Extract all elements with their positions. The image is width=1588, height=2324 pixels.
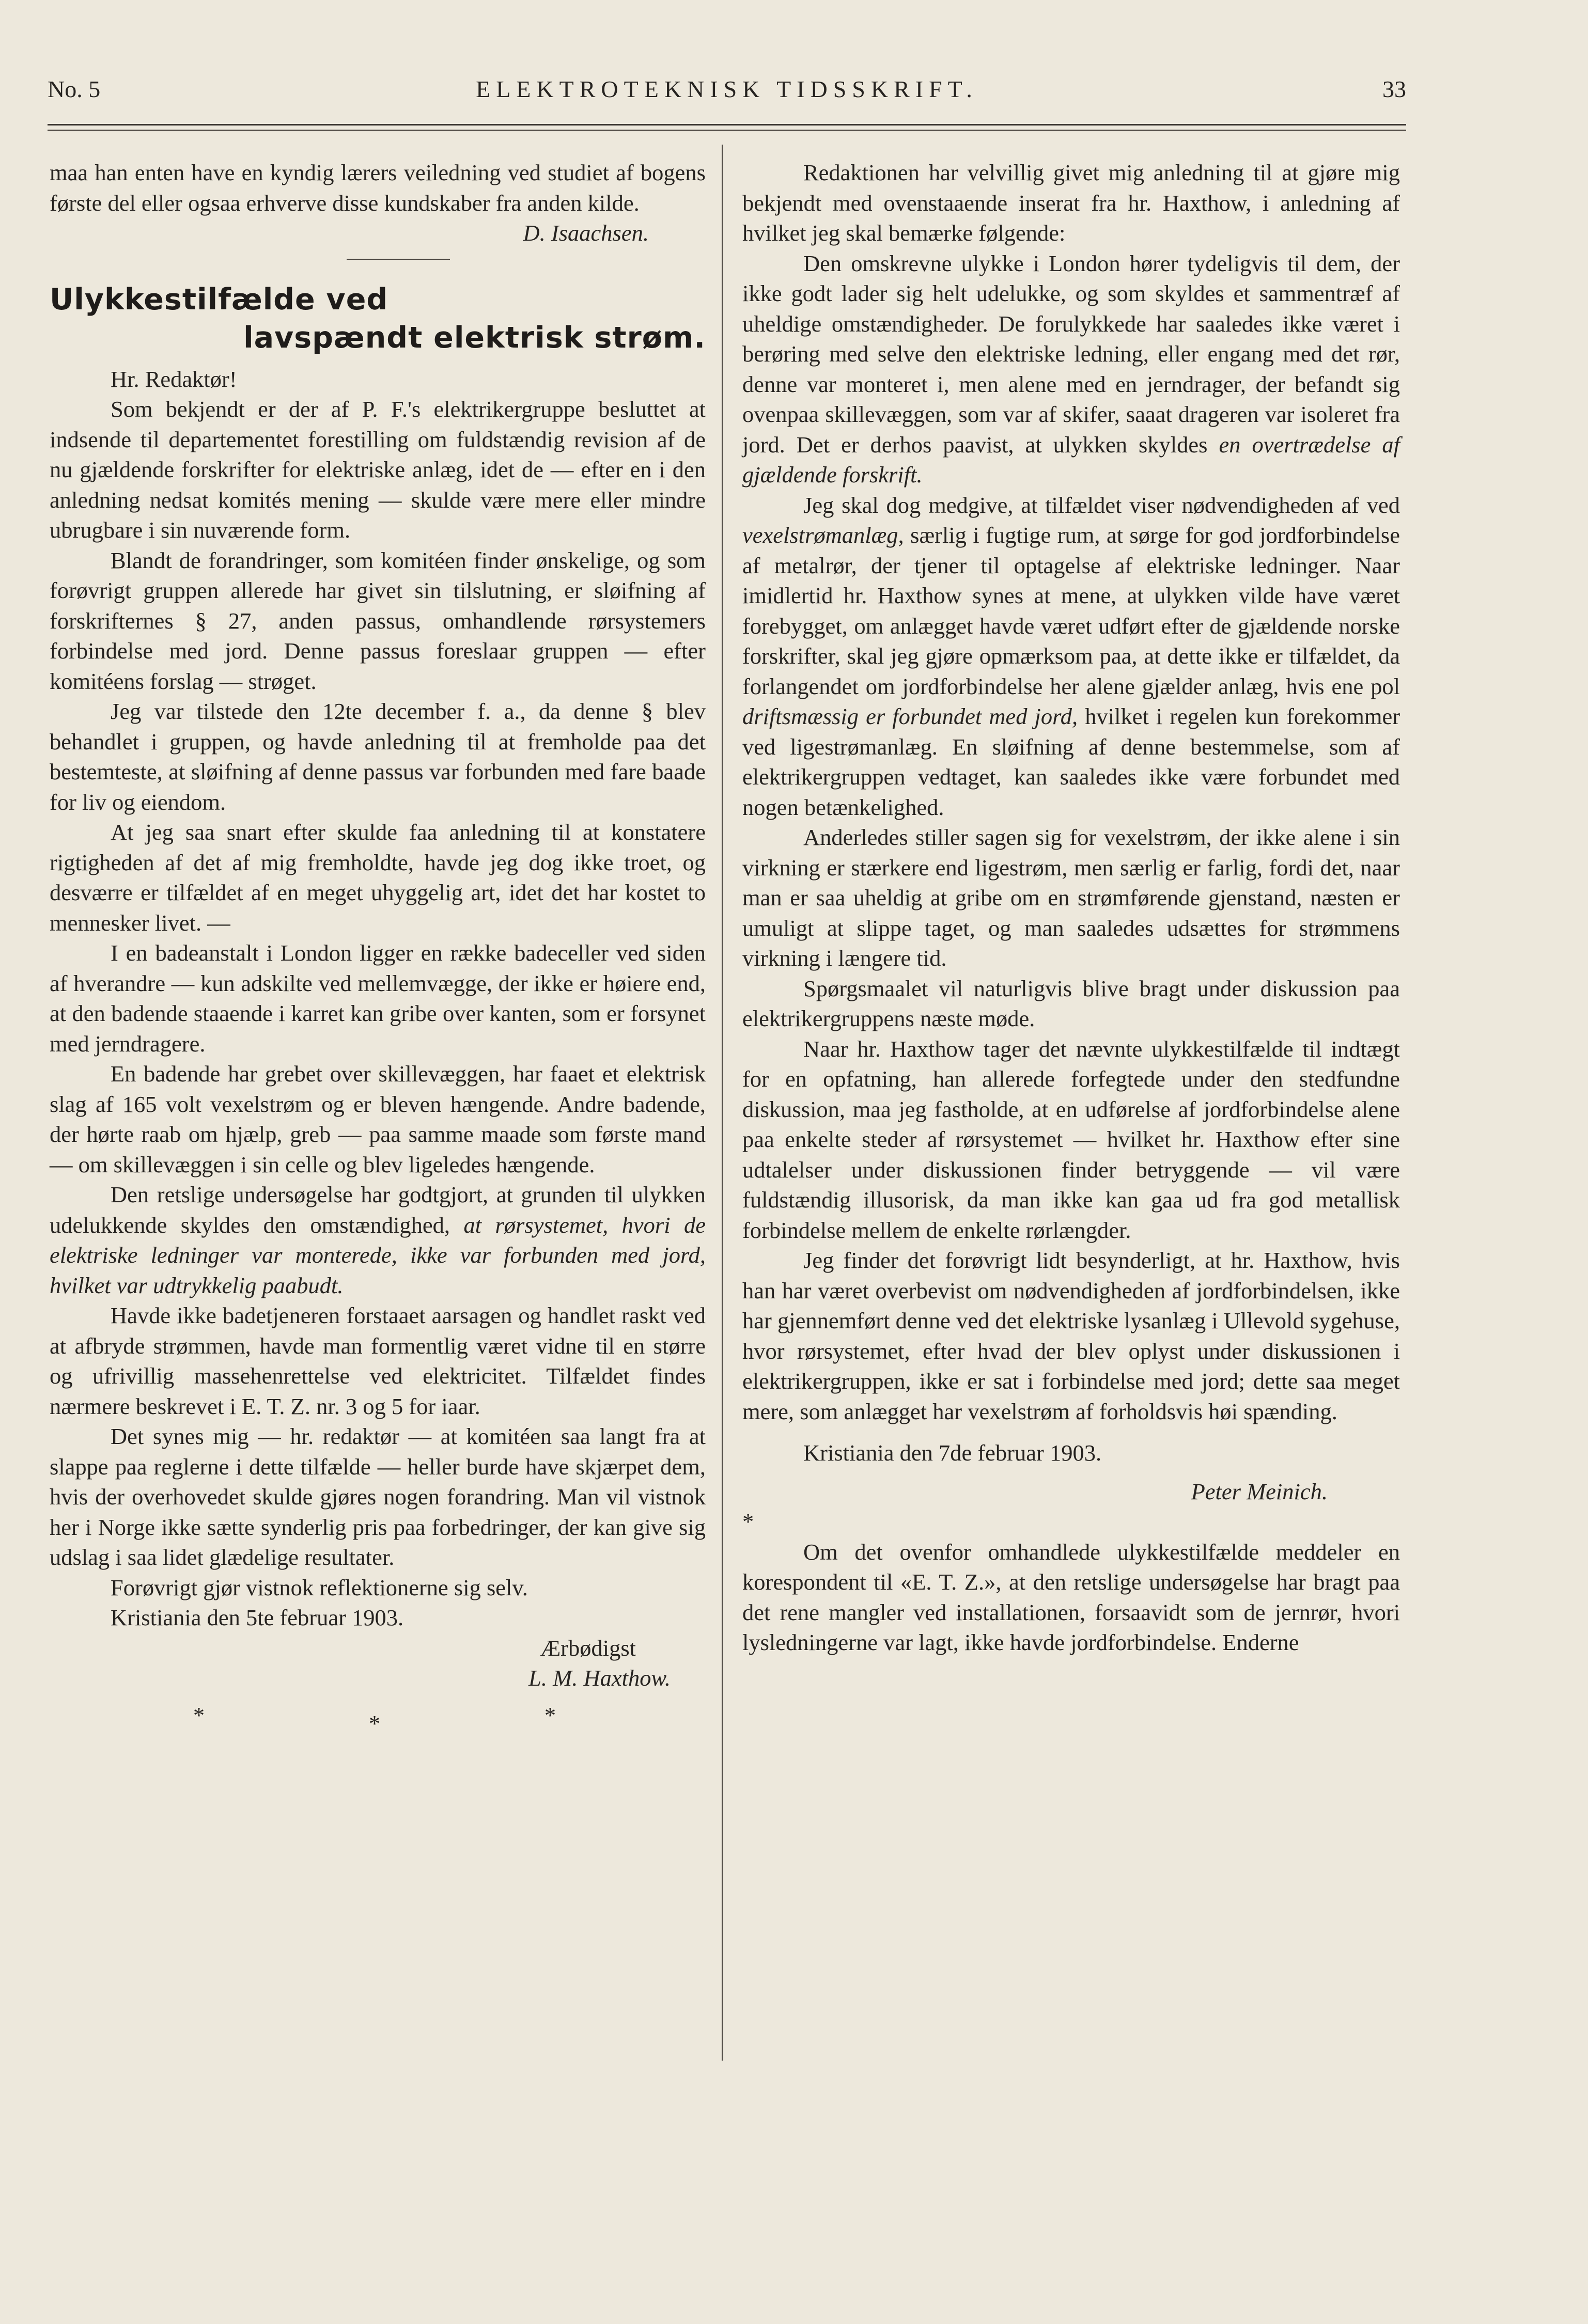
paragraph: Om det ovenfor omhandlede ulykkestilfælde meddeler en korespondent til «E. T. Z.», at den retslige undersøgelse har bragt paa det rene mangler ved installationen, forsaavidt som de jernrør, hvori lysledningerne var lagt, ikke havde jordforbindelse. Enderne: [742, 1538, 1400, 1655]
page-number: 33: [1382, 76, 1406, 102]
header-rule-bottom: [48, 130, 1406, 131]
paragraph: En badende har grebet over skillevæggen, har faaet et elektrisk slag af 165 volt vexelstrøm og er bleven hængende. Andre badende, der hørte raab om hjælp, greb — paa samme maade som første mand — om skillevæggen i sin celle og blev ligeledes hængende.: [50, 1061, 706, 1177]
salutation: Hr. Redaktør!: [111, 366, 237, 392]
paragraph: Redaktionen har velvillig givet mig anledning til at gjøre mig bekjendt med ovenstaaende inserat fra hr. Haxthow, i anledning af hvilket jeg skal bemærke følgende:: [742, 160, 1400, 246]
emphasized-text: at rørsystemet, hvori de elektriske ledninger var monterede, ikke var forbunden med jord, hvilket var udtrykkelig paabudt.: [50, 1212, 706, 1298]
paragraph: At jeg saa snart efter skulde faa anledning til at konstatere rigtigheden af det af mig fremholdte, havde jeg dog ikke troet, og desværre er tilfældet af en meget uhyggelig art, idet det har kostet to mennesker livet. —: [50, 819, 706, 936]
headline-line-2: lavspændt elektrisk strøm.: [243, 320, 706, 355]
section-divider: [347, 259, 450, 260]
paragraph: Blandt de forandringer, som komitéen finder ønskelige, og som forøvrigt gruppen allerede har givet sin tilslutning, er sløifning af forskrifternes § 27, anden passus, omhandlende rørsystemers forbindelse med jord. Denne passus foreslaar gruppen — efter komitéens forslag — strøget.: [50, 547, 706, 694]
signature: Peter Meinich.: [1191, 1478, 1328, 1504]
asterism: [50, 1699, 706, 1736]
paragraph: Havde ikke badetjeneren forstaaet aarsagen og handlet raskt ved at afbryde strømmen, havde man formentlig været vidne til en større og ufrivillig massehenrettelse ved elektricitet. Tilfældet findes nærmere beskrevet i E. T. Z. nr. 3 og 5 for iaar.: [50, 1302, 706, 1419]
paragraph: Det synes mig — hr. redaktør — at komitéen saa langt fra at slappe paa reglerne i dette tilfælde — heller burde have skjærpet dem, hvis der overhovedet skulde gjøres nogen forandring. Man vil vistnok her i Norge ikke sætte synderlig pris paa forbedringer, der kan give sig udslag i saa lidet glædelige resultater.: [50, 1423, 706, 1570]
asterisk: *: [544, 1702, 556, 1728]
headline-line-1: Ulykkestilfælde ved: [50, 282, 388, 317]
journal-title: ELEKTROTEKNISK TIDSSKRIFT.: [476, 76, 978, 102]
column-divider: [722, 145, 723, 2061]
paragraph: [742, 248, 1400, 490]
intro-paragraph: maa han enten have en kyndig lærers veiledning ved studiet af bogens første del eller ogsaa erhverve disse kundskaber fra anden kilde.: [50, 160, 706, 216]
asterisk: *: [742, 1509, 754, 1534]
paragraph-text: Den retslige undersøgelse har godtgjort, at grunden til ulykken udelukkende skyldes den omstændighed,: [50, 1182, 706, 1238]
paragraph: Som bekjendt er der af P. F.'s elektrikergruppe besluttet at indsende til departementet forestilling om fuldstændig revision af de nu gjældende forskrifter for elektriske anlæg, idet de — efter en i den anledning nedsat komités mening — skulde være mere eller mindre ubrugbare i sin nuværende form.: [50, 396, 706, 543]
place-date: Kristiania den 5te februar 1903.: [111, 1605, 404, 1630]
header-rule-top: [48, 124, 1406, 125]
emphasized-text: driftsmæssig er forbundet med jord,: [742, 703, 1078, 729]
intro-signature: D. Isaachsen.: [523, 220, 649, 246]
issue-number: No. 5: [48, 76, 101, 102]
asterisk: *: [369, 1710, 380, 1736]
left-column: [50, 158, 706, 1736]
paragraph: Jeg var tilstede den 12te december f. a., da denne § blev behandlet i gruppen, og havde anledning til at fremholde paa det bestemteste, at sløifning af denne passus var forbunden med fare baade for liv og eiendom.: [50, 698, 706, 815]
emphasized-text: vexelstrømanlæg,: [742, 522, 904, 548]
paragraph: Jeg finder det forøvrigt lidt besynderligt, at hr. Haxthow, hvis han har været overbevist om nødvendigheden af jordforbindelsen, ikke har gjennemført denne ved det elektriske lysanlæg i Ullevold sygehuse, hvor rørsystemet, efter hvad der blev oplyst under diskussionen i elektrikergruppen, ikke er sat i forbindelse med jord; dette saa meget mere, som anlægget har vexelstrøm af forholdsvis høi spænding.: [742, 1247, 1400, 1424]
emphasized-text: en overtrædelse af gjældende forskrift.: [742, 431, 1400, 488]
paragraph: I en badeanstalt i London ligger en række badeceller ved siden af hverandre — kun adskilte ved mellemvægge, der ikke er høiere end, at den badende staaende i karret kan gribe over kanten, som er forsynet med jerndragere.: [50, 940, 706, 1057]
paragraph-text: særlig i fugtige rum, at sørge for god jordforbindelse af metalrør, der tjener til optagelse af elektriske ledninger. Naar imidlertid hr. Haxthow synes at mene, at ulykken vilde have været forebygget, om anlægget havde været udført efter de gjældende norske forskrifter, skal jeg gjøre opmærksom paa, at dette ikke er tilfældet, da forlangendet om jordforbindelse her alene gjælder anlæg, hvis ene pol: [742, 522, 1400, 699]
paragraph: Spørgsmaalet vil naturligvis blive bragt under diskussion paa elektrikergruppens næste møde.: [742, 975, 1400, 1031]
paragraph: Naar hr. Haxthow tager det nævnte ulykkestilfælde til indtægt for en opfatning, han allerede forfegtede under den stedfundne diskussion, maa jeg fastholde, at en udførelse af jordforbindelse alene paa enkelte steder af rørsystemet — hvilket hr. Haxthow efter sine udtalelser under diskussionen finder betryggende — vil være fuldstændig illusorisk, da man ikke kan gaa ud fra god metallisk forbindelse mellem de enkelte rørlængder.: [742, 1035, 1400, 1243]
closing: Ærbødigst: [540, 1635, 636, 1661]
paragraph-text: Den omskrevne ulykke i London hører tydeligvis til dem, der ikke godt lader sig helt udelukke, og som skyldes et sammentræf af uheldige omstændigheder. De forulykkede har saaledes ikke været i berøring med selve den elektriske ledning, eller engang med det rør, denne var monteret i, men alene med en jerndrager, der befandt sig ovenpaa skillevæggen, som var af skifer, saaat drageren var isoleret fra jord. Det er derhos paavist, at ulykken skyldes: [742, 250, 1400, 458]
signature: L. M. Haxthow.: [528, 1665, 671, 1691]
article-headline: [50, 280, 706, 357]
paragraph: [742, 490, 1400, 823]
paragraph: [50, 1180, 706, 1300]
page-header: [48, 67, 1406, 108]
place-date: Kristiania den 7de februar 1903.: [803, 1440, 1102, 1466]
right-column: [742, 158, 1400, 1658]
asterisk: *: [193, 1702, 205, 1728]
paragraph-text: hvilket i regelen kun forekommer ved ligestrømanlæg. En sløifning af denne bestemmelse, som af elektrikergruppen vedtaget, kan saaledes ikke være forbundet med nogen betænkelighed.: [742, 703, 1400, 820]
paragraph: Forøvrigt gjør vistnok reflektionerne sig selv.: [111, 1574, 528, 1600]
paragraph: Anderledes stiller sagen sig for vexelstrøm, der ikke alene i sin virkning er stærkere end ligestrøm, men særlig er farlig, fordi det, naar man er saa uheldig at gribe om en strømførende gjenstand, næsten er umuligt at slippe taget, og man saaledes udsættes for strømmens virkning i længere tid.: [742, 824, 1400, 971]
paragraph-text: Jeg skal dog medgive, at tilfældet viser nødvendigheden af ved: [803, 492, 1400, 518]
